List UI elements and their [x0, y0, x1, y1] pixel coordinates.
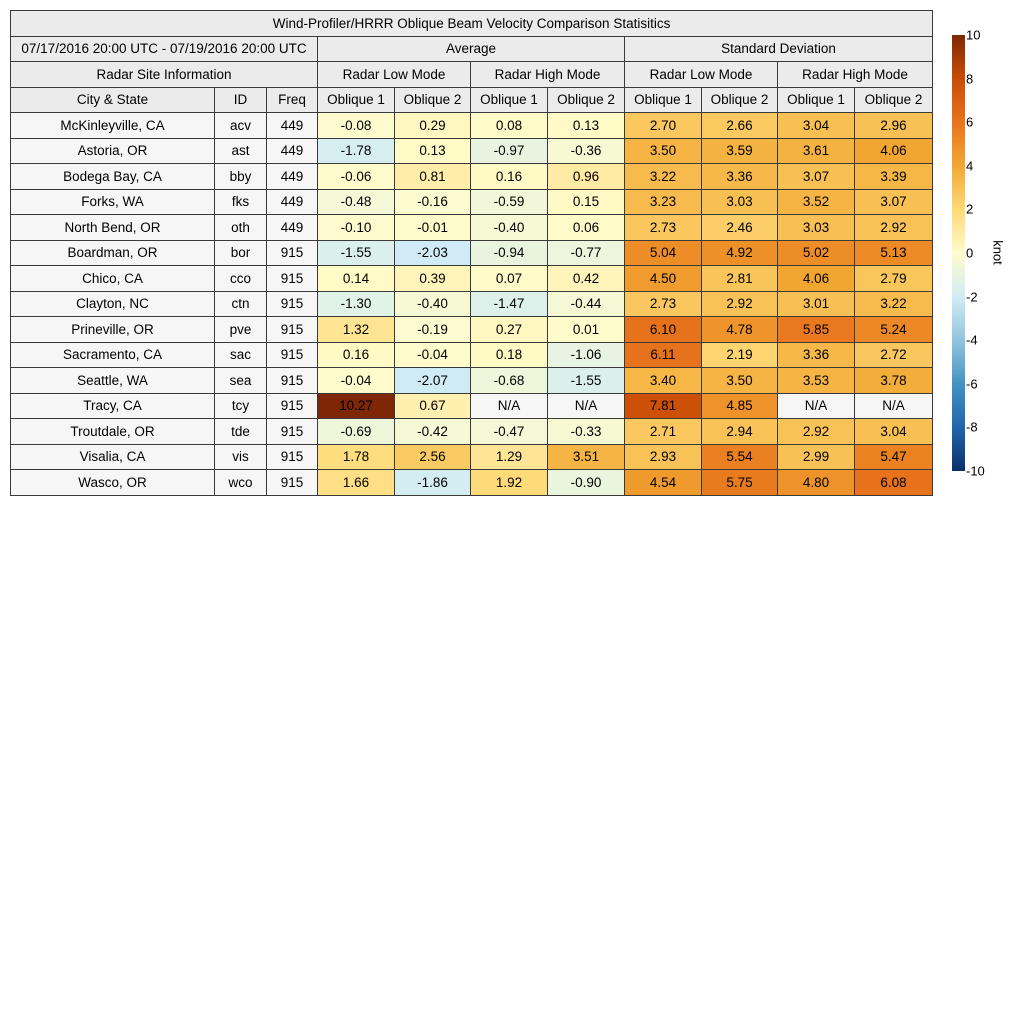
std-low-oblique-1-cell: 7.81 — [625, 393, 702, 419]
freq-cell: 915 — [267, 368, 318, 394]
std-low-oblique-2-cell: 2.19 — [702, 342, 778, 368]
comparison-stats-table — [10, 10, 933, 496]
std-low-oblique-1-cell: 3.22 — [625, 164, 702, 190]
avg-low-oblique-1-cell: 1.66 — [318, 470, 395, 496]
column-header-std-high-oblique-2: Oblique 2 — [855, 87, 933, 113]
colorbar-tick-label: -8 — [966, 419, 978, 435]
avg-high-oblique-2-cell: 0.15 — [548, 189, 625, 215]
colorbar-tick-label: -6 — [966, 376, 978, 392]
table-row — [11, 291, 933, 317]
avg-high-oblique-2-cell: 0.06 — [548, 215, 625, 241]
site-id-cell: vis — [215, 444, 267, 470]
avg-low-oblique-2-cell: -0.19 — [395, 317, 471, 343]
avg-low-oblique-2-cell: 0.29 — [395, 113, 471, 139]
avg-low-oblique-2-cell: -0.42 — [395, 419, 471, 445]
avg-low-oblique-2-cell: -1.86 — [395, 470, 471, 496]
freq-cell: 449 — [267, 138, 318, 164]
std-high-oblique-2-cell: 5.24 — [855, 317, 933, 343]
avg-low-oblique-1-cell: 10.27 — [318, 393, 395, 419]
avg-low-oblique-2-cell: 0.39 — [395, 266, 471, 292]
avg-high-oblique-1-cell: -0.94 — [471, 240, 548, 266]
std-high-mode-header: Radar High Mode — [778, 62, 933, 88]
freq-cell: 915 — [267, 419, 318, 445]
std-low-oblique-2-cell: 5.75 — [702, 470, 778, 496]
city-cell: North Bend, OR — [11, 215, 215, 241]
table-row — [11, 368, 933, 394]
column-header-city: City & State — [11, 87, 215, 113]
std-high-oblique-1-cell: 2.99 — [778, 444, 855, 470]
colorbar-tick-label: 6 — [966, 114, 974, 130]
column-header-std-low-oblique-1: Oblique 1 — [625, 87, 702, 113]
avg-high-oblique-1-cell: 0.18 — [471, 342, 548, 368]
colorbar-tick-label: -4 — [966, 332, 978, 348]
column-header-std-high-oblique-1: Oblique 1 — [778, 87, 855, 113]
avg-high-oblique-2-cell: -0.77 — [548, 240, 625, 266]
table-row — [11, 113, 933, 139]
avg-high-oblique-1-cell: N/A — [471, 393, 548, 419]
std-high-oblique-1-cell: 3.53 — [778, 368, 855, 394]
avg-high-oblique-2-cell: 0.13 — [548, 113, 625, 139]
city-cell: Astoria, OR — [11, 138, 215, 164]
avg-low-oblique-2-cell: 0.81 — [395, 164, 471, 190]
city-cell: Prineville, OR — [11, 317, 215, 343]
avg-low-oblique-2-cell: -2.03 — [395, 240, 471, 266]
std-low-oblique-1-cell: 4.50 — [625, 266, 702, 292]
std-low-oblique-1-cell: 2.70 — [625, 113, 702, 139]
site-id-cell: sac — [215, 342, 267, 368]
city-cell: Seattle, WA — [11, 368, 215, 394]
std-low-oblique-2-cell: 2.66 — [702, 113, 778, 139]
std-low-mode-header: Radar Low Mode — [625, 62, 778, 88]
avg-high-oblique-2-cell: 0.96 — [548, 164, 625, 190]
average-group-header: Average — [318, 36, 625, 62]
period-label: 07/17/2016 20:00 UTC - 07/19/2016 20:00 UTC — [11, 36, 318, 62]
avg-low-oblique-2-cell: 0.67 — [395, 393, 471, 419]
std-high-oblique-2-cell: 2.72 — [855, 342, 933, 368]
avg-low-oblique-1-cell: -0.04 — [318, 368, 395, 394]
site-info-header: Radar Site Information — [11, 62, 318, 88]
std-low-oblique-2-cell: 2.81 — [702, 266, 778, 292]
std-low-oblique-2-cell: 3.36 — [702, 164, 778, 190]
site-id-cell: tde — [215, 419, 267, 445]
avg-high-oblique-1-cell: -0.47 — [471, 419, 548, 445]
std-high-oblique-1-cell: 2.92 — [778, 419, 855, 445]
std-high-oblique-1-cell: 3.36 — [778, 342, 855, 368]
std-low-oblique-1-cell: 4.54 — [625, 470, 702, 496]
std-high-oblique-2-cell: 5.13 — [855, 240, 933, 266]
std-low-oblique-1-cell: 3.50 — [625, 138, 702, 164]
avg-high-oblique-1-cell: 0.27 — [471, 317, 548, 343]
site-id-cell: oth — [215, 215, 267, 241]
avg-high-oblique-2-cell: 0.01 — [548, 317, 625, 343]
table-row — [11, 317, 933, 343]
std-high-oblique-2-cell: 6.08 — [855, 470, 933, 496]
std-low-oblique-2-cell: 5.54 — [702, 444, 778, 470]
table-row — [11, 470, 933, 496]
freq-cell: 915 — [267, 393, 318, 419]
std-high-oblique-2-cell: 3.39 — [855, 164, 933, 190]
avg-high-mode-header: Radar High Mode — [471, 62, 625, 88]
avg-high-oblique-1-cell: -0.68 — [471, 368, 548, 394]
site-id-cell: acv — [215, 113, 267, 139]
avg-low-oblique-2-cell: -2.07 — [395, 368, 471, 394]
avg-low-oblique-2-cell: 2.56 — [395, 444, 471, 470]
column-header-id: ID — [215, 87, 267, 113]
std-low-oblique-2-cell: 3.59 — [702, 138, 778, 164]
avg-low-oblique-1-cell: 1.32 — [318, 317, 395, 343]
avg-low-oblique-1-cell: -1.78 — [318, 138, 395, 164]
table-row — [11, 189, 933, 215]
colorbar-tick-label: 2 — [966, 201, 974, 217]
std-low-oblique-2-cell: 2.94 — [702, 419, 778, 445]
avg-high-oblique-1-cell: 0.16 — [471, 164, 548, 190]
std-high-oblique-2-cell: 5.47 — [855, 444, 933, 470]
std-high-oblique-1-cell: 3.03 — [778, 215, 855, 241]
std-high-oblique-1-cell: 3.52 — [778, 189, 855, 215]
table-row — [11, 240, 933, 266]
std-high-oblique-1-cell: 3.61 — [778, 138, 855, 164]
std-high-oblique-1-cell: 3.01 — [778, 291, 855, 317]
std-high-oblique-1-cell: 5.85 — [778, 317, 855, 343]
table-row — [11, 266, 933, 292]
avg-low-oblique-2-cell: 0.13 — [395, 138, 471, 164]
freq-cell: 915 — [267, 317, 318, 343]
freq-cell: 915 — [267, 266, 318, 292]
std-high-oblique-2-cell: 2.79 — [855, 266, 933, 292]
avg-low-mode-header: Radar Low Mode — [318, 62, 471, 88]
city-cell: Bodega Bay, CA — [11, 164, 215, 190]
freq-cell: 449 — [267, 164, 318, 190]
site-id-cell: bor — [215, 240, 267, 266]
table-row — [11, 342, 933, 368]
std-low-oblique-1-cell: 2.73 — [625, 215, 702, 241]
table-row — [11, 215, 933, 241]
colorbar-tick-label: 10 — [966, 27, 981, 43]
freq-cell: 915 — [267, 342, 318, 368]
avg-high-oblique-2-cell: -1.06 — [548, 342, 625, 368]
std-high-oblique-1-cell: 3.04 — [778, 113, 855, 139]
std-high-oblique-2-cell: 3.07 — [855, 189, 933, 215]
column-header-freq: Freq — [267, 87, 318, 113]
std-high-oblique-2-cell: 3.22 — [855, 291, 933, 317]
avg-high-oblique-2-cell: -0.44 — [548, 291, 625, 317]
std-dev-group-header: Standard Deviation — [625, 36, 933, 62]
city-cell: Visalia, CA — [11, 444, 215, 470]
freq-cell: 449 — [267, 113, 318, 139]
avg-high-oblique-1-cell: 1.92 — [471, 470, 548, 496]
site-id-cell: fks — [215, 189, 267, 215]
std-high-oblique-2-cell: N/A — [855, 393, 933, 419]
avg-high-oblique-2-cell: 0.42 — [548, 266, 625, 292]
column-header-avg-high-oblique-1: Oblique 1 — [471, 87, 548, 113]
std-high-oblique-1-cell: 5.02 — [778, 240, 855, 266]
table-body — [11, 113, 933, 496]
avg-high-oblique-1-cell: 1.29 — [471, 444, 548, 470]
freq-cell: 449 — [267, 189, 318, 215]
avg-low-oblique-1-cell: -0.08 — [318, 113, 395, 139]
site-id-cell: sea — [215, 368, 267, 394]
std-high-oblique-1-cell: 4.80 — [778, 470, 855, 496]
column-header-std-low-oblique-2: Oblique 2 — [702, 87, 778, 113]
avg-high-oblique-2-cell: -0.90 — [548, 470, 625, 496]
avg-low-oblique-1-cell: -1.55 — [318, 240, 395, 266]
std-low-oblique-1-cell: 2.73 — [625, 291, 702, 317]
table-title: Wind-Profiler/HRRR Oblique Beam Velocity Comparison Statisitics — [11, 11, 933, 37]
avg-low-oblique-1-cell: -0.69 — [318, 419, 395, 445]
site-id-cell: pve — [215, 317, 267, 343]
std-low-oblique-2-cell: 3.03 — [702, 189, 778, 215]
avg-high-oblique-1-cell: 0.08 — [471, 113, 548, 139]
std-high-oblique-1-cell: N/A — [778, 393, 855, 419]
table-row — [11, 164, 933, 190]
site-id-cell: cco — [215, 266, 267, 292]
colorbar-fill — [952, 35, 965, 471]
avg-high-oblique-1-cell: -0.97 — [471, 138, 548, 164]
avg-low-oblique-2-cell: -0.04 — [395, 342, 471, 368]
table-row — [11, 138, 933, 164]
std-low-oblique-1-cell: 2.93 — [625, 444, 702, 470]
table-row — [11, 393, 933, 419]
std-low-oblique-2-cell: 3.50 — [702, 368, 778, 394]
std-low-oblique-1-cell: 3.40 — [625, 368, 702, 394]
colorbar-unit-label: knot — [990, 240, 1006, 265]
city-cell: Boardman, OR — [11, 240, 215, 266]
site-id-cell: wco — [215, 470, 267, 496]
colorbar-tick-label: -2 — [966, 289, 978, 305]
avg-high-oblique-2-cell: -0.33 — [548, 419, 625, 445]
avg-low-oblique-1-cell: 0.16 — [318, 342, 395, 368]
avg-low-oblique-2-cell: -0.16 — [395, 189, 471, 215]
std-high-oblique-2-cell: 3.04 — [855, 419, 933, 445]
city-cell: Tracy, CA — [11, 393, 215, 419]
avg-low-oblique-1-cell: -0.06 — [318, 164, 395, 190]
site-id-cell: ctn — [215, 291, 267, 317]
avg-low-oblique-1-cell: 0.14 — [318, 266, 395, 292]
avg-high-oblique-1-cell: -0.40 — [471, 215, 548, 241]
avg-high-oblique-2-cell: -0.36 — [548, 138, 625, 164]
city-cell: Troutdale, OR — [11, 419, 215, 445]
freq-cell: 915 — [267, 240, 318, 266]
std-low-oblique-1-cell: 5.04 — [625, 240, 702, 266]
table-row — [11, 419, 933, 445]
std-high-oblique-2-cell: 3.78 — [855, 368, 933, 394]
std-high-oblique-2-cell: 2.92 — [855, 215, 933, 241]
column-header-avg-high-oblique-2: Oblique 2 — [548, 87, 625, 113]
city-cell: Chico, CA — [11, 266, 215, 292]
std-high-oblique-2-cell: 4.06 — [855, 138, 933, 164]
avg-high-oblique-2-cell: N/A — [548, 393, 625, 419]
colorbar-tick-label: 8 — [966, 71, 974, 87]
avg-high-oblique-1-cell: -0.59 — [471, 189, 548, 215]
std-low-oblique-1-cell: 6.10 — [625, 317, 702, 343]
std-low-oblique-1-cell: 3.23 — [625, 189, 702, 215]
std-low-oblique-2-cell: 2.46 — [702, 215, 778, 241]
city-cell: Sacramento, CA — [11, 342, 215, 368]
avg-low-oblique-2-cell: -0.40 — [395, 291, 471, 317]
column-header-avg-low-oblique-2: Oblique 2 — [395, 87, 471, 113]
avg-low-oblique-1-cell: -0.48 — [318, 189, 395, 215]
column-header-avg-low-oblique-1: Oblique 1 — [318, 87, 395, 113]
std-low-oblique-1-cell: 6.11 — [625, 342, 702, 368]
colorbar-tick-label: 0 — [966, 245, 974, 261]
freq-cell: 915 — [267, 291, 318, 317]
site-id-cell: ast — [215, 138, 267, 164]
city-cell: Clayton, NC — [11, 291, 215, 317]
freq-cell: 915 — [267, 444, 318, 470]
avg-high-oblique-2-cell: 3.51 — [548, 444, 625, 470]
avg-high-oblique-2-cell: -1.55 — [548, 368, 625, 394]
std-low-oblique-2-cell: 4.92 — [702, 240, 778, 266]
colorbar-tick-label: 4 — [966, 158, 974, 174]
avg-high-oblique-1-cell: 0.07 — [471, 266, 548, 292]
std-high-oblique-2-cell: 2.96 — [855, 113, 933, 139]
freq-cell: 915 — [267, 470, 318, 496]
std-low-oblique-1-cell: 2.71 — [625, 419, 702, 445]
site-id-cell: bby — [215, 164, 267, 190]
std-low-oblique-2-cell: 2.92 — [702, 291, 778, 317]
avg-low-oblique-1-cell: 1.78 — [318, 444, 395, 470]
avg-high-oblique-1-cell: -1.47 — [471, 291, 548, 317]
table-row — [11, 444, 933, 470]
std-low-oblique-2-cell: 4.85 — [702, 393, 778, 419]
colorbar-tick-label: -10 — [966, 463, 985, 479]
city-cell: Wasco, OR — [11, 470, 215, 496]
std-low-oblique-2-cell: 4.78 — [702, 317, 778, 343]
avg-low-oblique-2-cell: -0.01 — [395, 215, 471, 241]
city-cell: Forks, WA — [11, 189, 215, 215]
colorbar — [952, 35, 965, 471]
avg-low-oblique-1-cell: -0.10 — [318, 215, 395, 241]
site-id-cell: tcy — [215, 393, 267, 419]
std-high-oblique-1-cell: 4.06 — [778, 266, 855, 292]
city-cell: McKinleyville, CA — [11, 113, 215, 139]
avg-low-oblique-1-cell: -1.30 — [318, 291, 395, 317]
freq-cell: 449 — [267, 215, 318, 241]
std-high-oblique-1-cell: 3.07 — [778, 164, 855, 190]
